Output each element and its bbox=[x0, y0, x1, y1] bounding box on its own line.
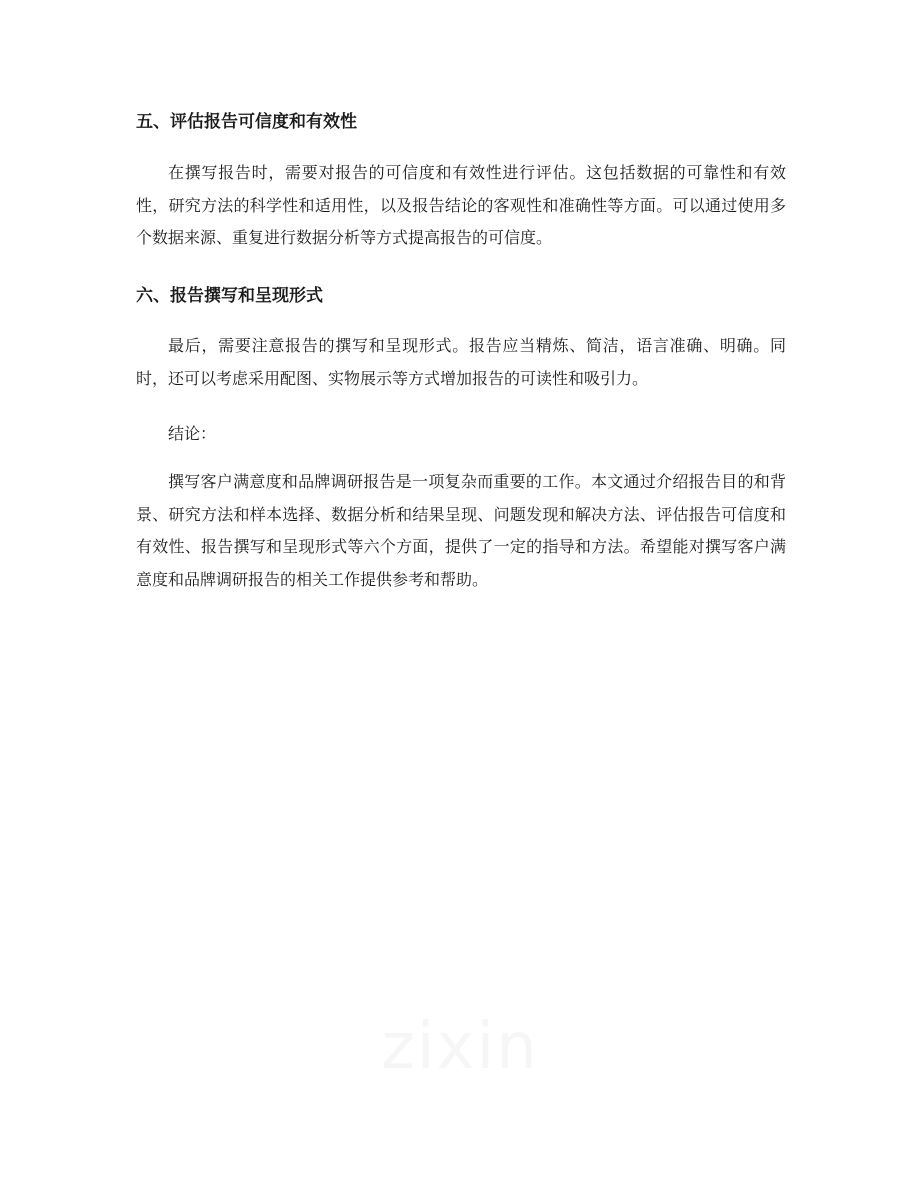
section-6-heading: 六、报告撰写和呈现形式 bbox=[136, 286, 323, 306]
conclusion-paragraph: 撰写客户满意度和品牌调研报告是一项复杂而重要的工作。本文通过介绍报告目的和背景、研究方法和样本选择、数据分析和结果呈现、问题发现和解决方法、评估报告可信度和有效性、报告撰写和呈现形式等六个方面，提供了一定的指导和方法。希望能对撰写客户满意度和品牌调研报告的相关工作提供参考和帮助。 bbox=[136, 472, 786, 589]
section-5-paragraph: 在撰写报告时，需要对报告的可信度和有效性进行评估。这包括数据的可靠性和有效性，研究方法的科学性和适用性，以及报告结论的客观性和准确性等方面。可以通过使用多个数据来源、重复进行数据分析等方式提高报告的可信度。 bbox=[136, 163, 786, 247]
section-5-heading: 五、评估报告可信度和有效性 bbox=[136, 112, 357, 132]
section-6-paragraph: 最后，需要注意报告的撰写和呈现形式。报告应当精炼、简洁，语言准确、明确。同时，还可以考虑采用配图、实物展示等方式增加报告的可读性和吸引力。 bbox=[136, 336, 786, 388]
conclusion-label: 结论： bbox=[168, 424, 217, 443]
watermark-logo bbox=[0, 1010, 920, 1084]
